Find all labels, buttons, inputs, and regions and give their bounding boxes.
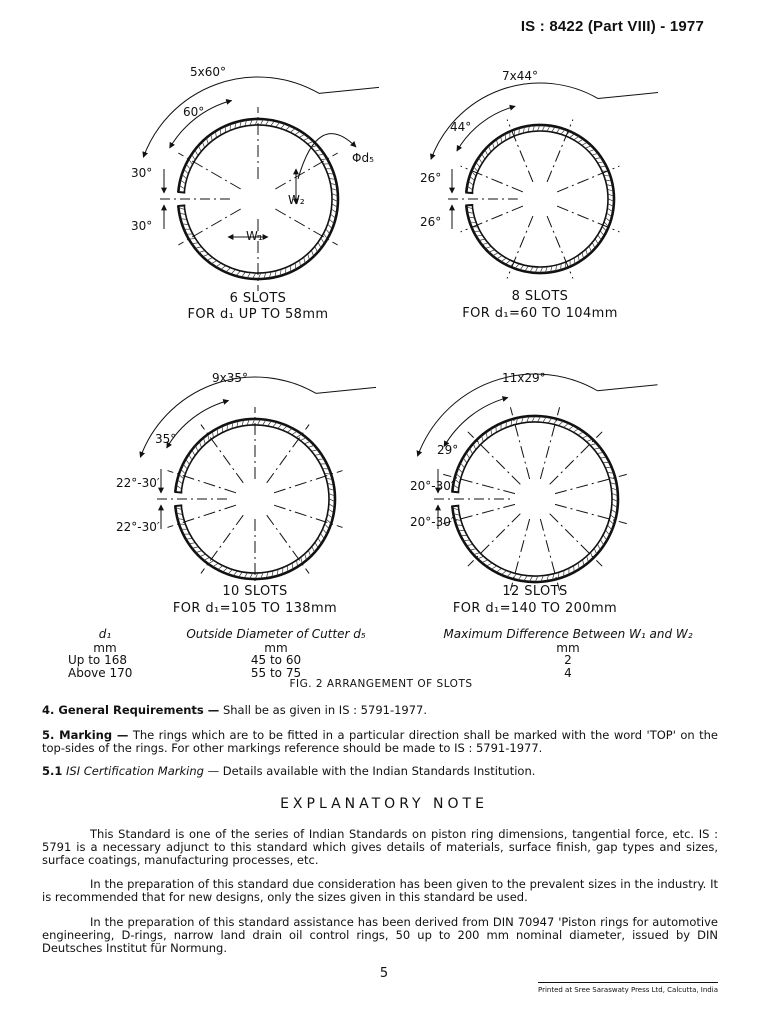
ring-1-hatch bbox=[207, 258, 212, 260]
ring-2-hatch bbox=[497, 140, 498, 145]
ring-2-hatch bbox=[476, 163, 479, 167]
ring-2-hatch bbox=[506, 261, 510, 264]
table-header-d1: d₁ bbox=[98, 627, 112, 641]
ring-3-hatch bbox=[213, 564, 218, 567]
ring-2-hatch bbox=[561, 130, 565, 134]
ring-1-hatch bbox=[199, 251, 204, 253]
ring-4-hatch bbox=[603, 535, 606, 540]
ring-2-hatch bbox=[557, 128, 560, 132]
ring-1-hatch bbox=[332, 204, 337, 207]
ring-2-hatch bbox=[486, 247, 491, 249]
ring-1-hatch bbox=[315, 150, 320, 151]
ring-1-hatch bbox=[189, 238, 194, 239]
fig4-gap-bottom: 20°-30′ bbox=[410, 515, 454, 529]
ring-3-hatch bbox=[177, 486, 182, 489]
ring-1-hatch bbox=[331, 214, 335, 217]
ring-2-hatch bbox=[608, 209, 613, 212]
ring-3-hatch bbox=[209, 561, 214, 564]
ring-3-hatch bbox=[321, 534, 324, 538]
ring-2-hatch bbox=[578, 139, 583, 142]
ring-3-hatch bbox=[250, 573, 253, 578]
ring-1-hatch bbox=[212, 261, 217, 264]
ring-2-count-leader bbox=[598, 93, 658, 99]
ring-3-hatch bbox=[258, 420, 261, 425]
ring-1-hatch bbox=[315, 247, 317, 252]
fig1-gap-top: 30° bbox=[131, 166, 153, 180]
ring-2-hatch bbox=[592, 153, 597, 155]
page-number: 5 bbox=[379, 966, 389, 981]
ring-3-hatch bbox=[297, 561, 298, 566]
ring-3-hatch bbox=[218, 566, 222, 569]
ring-3-hatch bbox=[268, 421, 271, 425]
ring-3-hatch bbox=[199, 442, 201, 447]
ring-2-hatch bbox=[600, 231, 603, 235]
ring-1-hatch bbox=[318, 243, 321, 248]
ring-3-hatch bbox=[318, 459, 323, 460]
fig4-caption-range: FOR d₁=140 TO 200mm bbox=[452, 601, 618, 616]
ring-4-hatch bbox=[583, 560, 584, 565]
table-unit-difference: mm bbox=[556, 641, 580, 655]
ring-1-hatch bbox=[192, 243, 197, 244]
ring-4-hatch bbox=[601, 457, 607, 458]
ring-2-hatch bbox=[520, 265, 523, 269]
ring-4-hatch bbox=[454, 485, 459, 488]
ring-4-hatch bbox=[482, 560, 487, 562]
ring-1-hatch bbox=[286, 126, 290, 130]
explanatory-paragraph-2: In the preparation of this standard due consideration has been given to the prevalent sizes in the industry. It is recommended that for new designs, only the sizes given in this standard be used. bbox=[42, 877, 718, 904]
fig2-caption-title: 8 SLOTS bbox=[511, 289, 569, 304]
ring-4-hatch bbox=[606, 531, 610, 535]
ring-1-hatch bbox=[332, 209, 337, 212]
ring-3-hatch bbox=[312, 450, 317, 451]
ring-1-hatch bbox=[236, 271, 240, 275]
ring-4-hatch bbox=[518, 575, 521, 579]
printer-imprint: Printed at Sree Saraswaty Press Ltd, Calcutta, India bbox=[537, 986, 718, 994]
ring-3-hatch bbox=[204, 558, 209, 560]
ring-3-hatch bbox=[228, 570, 232, 574]
ring-2-hatch bbox=[570, 134, 574, 137]
ring-3-hatch bbox=[309, 551, 311, 556]
fig2-gap-bottom: 26° bbox=[420, 215, 442, 229]
ring-1-count-leader bbox=[319, 87, 379, 93]
fig2-step-angle: 44° bbox=[450, 120, 472, 134]
ring-1-hatch bbox=[300, 134, 305, 137]
ring-3-count-leader bbox=[316, 387, 376, 393]
clause-4-heading: 4. General Requirements — bbox=[42, 703, 220, 717]
ring-2-hatch bbox=[595, 158, 600, 159]
ring-2-hatch bbox=[497, 256, 502, 259]
ring-1-hatch bbox=[326, 229, 330, 233]
ring-2-hatch bbox=[479, 158, 482, 163]
ring-4-hatch bbox=[548, 418, 551, 422]
ring-2-hatch bbox=[589, 247, 591, 252]
ring-1-hatch bbox=[321, 238, 324, 243]
ring-1-hatch bbox=[196, 247, 201, 248]
ring-3-hatch bbox=[283, 426, 287, 430]
table-header-cutter-diameter: Outside Diameter of Cutter d₅ bbox=[186, 627, 366, 641]
table-unit-cutter: mm bbox=[264, 641, 288, 655]
ring-1-slot-centreline bbox=[275, 209, 337, 245]
fig3-caption-title: 10 SLOTS bbox=[222, 584, 288, 599]
ring-3-hatch bbox=[233, 571, 237, 575]
ring-4-gap-end bbox=[451, 506, 459, 507]
ring-4-hatch bbox=[524, 576, 527, 581]
fig1-count-angle: 5x60° bbox=[190, 65, 227, 79]
ring-1-hatch bbox=[180, 186, 185, 189]
ring-1-hatch bbox=[271, 121, 274, 125]
ring-1-hatch bbox=[304, 258, 305, 263]
clause-5 bbox=[42, 729, 718, 755]
ring-1-hatch bbox=[216, 264, 221, 267]
ring-3-gap-end bbox=[174, 492, 182, 493]
ring-4-hatch bbox=[492, 566, 497, 569]
ring-4-hatch bbox=[608, 526, 612, 530]
clause-4 bbox=[42, 704, 718, 717]
ring-3-hatch bbox=[186, 460, 189, 464]
ring-2-hatch bbox=[468, 187, 473, 190]
ring-4-hatch bbox=[569, 426, 573, 429]
ring-3-hatch bbox=[193, 547, 198, 548]
ring-4-hatch bbox=[486, 432, 487, 437]
ring-4-hatch bbox=[477, 440, 479, 445]
ring-4-hatch bbox=[507, 573, 511, 577]
ring-3-hatch bbox=[329, 504, 334, 507]
ring-2-hatch bbox=[592, 243, 594, 248]
ring-1-hatch bbox=[308, 254, 310, 259]
ring-3-hatch bbox=[315, 454, 320, 455]
ring-4-hatch bbox=[470, 549, 475, 550]
table-header-max-difference: Maximum Difference Between W₁ and W₂ bbox=[443, 627, 693, 641]
ring-4-hatch bbox=[594, 448, 599, 449]
ring-3-hatch bbox=[189, 543, 194, 544]
ring-1-hatch bbox=[231, 270, 235, 274]
ring-2-hatch bbox=[608, 204, 613, 207]
ring-2-hatch bbox=[492, 143, 494, 148]
ring-2-hatch bbox=[469, 182, 473, 185]
figure-caption: FIG. 2 ARRANGEMENT OF SLOTS bbox=[289, 678, 473, 690]
ring-4-hatch bbox=[591, 553, 593, 558]
ring-4-hatch bbox=[587, 557, 588, 562]
ring-3-hatch bbox=[301, 558, 302, 563]
ring-3-hatch bbox=[278, 424, 282, 428]
ring-3-hatch bbox=[328, 514, 332, 517]
fig3-gap-top: 22°-30′ bbox=[116, 476, 160, 490]
ring-2-hatch bbox=[501, 137, 502, 142]
fig4-gap-top: 20°-30′ bbox=[410, 479, 454, 493]
fig1-gap-bottom: 30° bbox=[131, 219, 153, 233]
ring-1-hatch bbox=[203, 254, 208, 256]
ring-1-hatch bbox=[321, 159, 326, 160]
fig1-dim-w2: W₂ bbox=[288, 193, 305, 207]
clause-5-1 bbox=[42, 765, 718, 778]
table-row-2-d1: Above 170 bbox=[68, 666, 133, 680]
ring-1-hatch bbox=[300, 261, 301, 266]
ring-3-hatch bbox=[305, 442, 310, 444]
clause-5-1-number: 5.1 bbox=[42, 764, 63, 778]
explanatory-note-title: EXPLANATORY NOTE bbox=[280, 796, 488, 812]
ring-3-hatch bbox=[315, 543, 318, 548]
ring-1-hatch bbox=[330, 220, 334, 224]
ring-2-hatch bbox=[578, 256, 579, 261]
ring-4-hatch bbox=[543, 417, 546, 422]
table-row-1-difference: 2 bbox=[564, 653, 572, 667]
ring-1-hatch bbox=[216, 132, 217, 137]
fig2-count-angle: 7x44° bbox=[502, 69, 539, 83]
fig2-gap-top: 26° bbox=[420, 171, 442, 185]
ring-1-slot-centreline bbox=[178, 153, 240, 189]
ring-1-hatch bbox=[247, 273, 250, 278]
ring-1-hatch bbox=[253, 273, 256, 278]
ring-4-hatch bbox=[598, 453, 603, 454]
ring-3-hatch bbox=[213, 432, 214, 437]
ring-1-hatch bbox=[266, 120, 269, 125]
ring-3-gap-end bbox=[174, 505, 182, 506]
ring-2-gap-end bbox=[465, 205, 473, 206]
fig4-step-angle: 29° bbox=[437, 443, 459, 457]
ring-1-hatch bbox=[182, 175, 186, 179]
ring-1-hatch bbox=[304, 138, 309, 140]
ring-2-hatch bbox=[598, 235, 601, 240]
ring-4-hatch bbox=[467, 545, 472, 546]
ring-1-hatch bbox=[189, 160, 192, 164]
ring-3-hatch bbox=[196, 551, 201, 553]
ring-4-hatch bbox=[554, 420, 558, 424]
ring-4-hatch bbox=[487, 563, 492, 566]
ring-1-hatch bbox=[291, 129, 295, 132]
ring-4-hatch bbox=[611, 515, 615, 518]
ring-3-hatch bbox=[181, 470, 185, 474]
ring-1-hatch bbox=[192, 155, 195, 160]
ring-4-hatch bbox=[583, 436, 588, 438]
ring-4-hatch bbox=[513, 574, 517, 578]
fig1-dim-w1: W₁ bbox=[246, 229, 263, 243]
ring-3-hatch bbox=[292, 431, 297, 434]
fig1-step-angle: 60° bbox=[183, 105, 205, 119]
fig1-caption-title: 6 SLOTS bbox=[229, 291, 287, 306]
fig4-caption-title: 12 SLOTS bbox=[502, 584, 568, 599]
ring-4-hatch bbox=[609, 520, 613, 524]
ring-3-hatch bbox=[312, 547, 314, 552]
ring-1-hatch bbox=[281, 124, 285, 128]
ring-1-slot-centreline bbox=[275, 153, 337, 189]
ring-3-hatch bbox=[273, 422, 277, 426]
ring-4-hatch bbox=[474, 553, 479, 555]
ring-2-hatch bbox=[542, 126, 544, 131]
ring-1-gap-end bbox=[177, 192, 185, 193]
ring-1-hatch bbox=[312, 251, 314, 256]
ring-3-hatch bbox=[179, 475, 183, 479]
ring-4-hatch bbox=[612, 510, 617, 513]
ring-2-hatch bbox=[482, 243, 487, 245]
ring-3-hatch bbox=[323, 529, 327, 533]
ring-3-hatch bbox=[325, 524, 329, 528]
ring-2-hatch bbox=[535, 267, 537, 272]
ring-2-hatch bbox=[525, 266, 528, 271]
fig1-dim-d5: Φd₅ bbox=[352, 151, 374, 165]
ring-4-hatch bbox=[463, 458, 466, 463]
ring-4-hatch bbox=[594, 549, 596, 554]
ring-3-hatch bbox=[318, 538, 321, 543]
ring-3-hatch bbox=[288, 429, 292, 432]
ring-2-hatch bbox=[489, 146, 491, 151]
ring-2-hatch bbox=[574, 258, 575, 263]
ring-3-hatch bbox=[309, 446, 314, 448]
ring-3-hatch bbox=[186, 538, 191, 539]
ring-3-hatch bbox=[305, 554, 307, 559]
ring-1-hatch bbox=[295, 131, 300, 134]
ring-1-hatch bbox=[261, 120, 264, 125]
ring-1-hatch bbox=[226, 268, 230, 272]
ring-1-count-dimension-arc bbox=[143, 77, 319, 157]
ring-3-hatch bbox=[239, 572, 242, 576]
ring-4-hatch bbox=[466, 453, 469, 458]
ring-4-hatch bbox=[591, 443, 596, 445]
ring-1-slot-centreline bbox=[178, 209, 240, 245]
ring-4-hatch bbox=[455, 479, 459, 482]
ring-2-hatch bbox=[607, 213, 611, 216]
ring-2-hatch bbox=[582, 253, 583, 258]
fig3-caption-range: FOR d₁=105 TO 138mm bbox=[172, 601, 338, 616]
ring-2-hatch bbox=[586, 250, 588, 255]
ring-4-hatch bbox=[578, 563, 579, 568]
ring-2-hatch bbox=[589, 150, 594, 152]
ring-1-hatch bbox=[308, 142, 313, 144]
fig2-caption-range: FOR d₁=60 TO 104mm bbox=[462, 306, 618, 321]
ring-2-hatch bbox=[582, 142, 587, 145]
ring-2-hatch bbox=[479, 239, 484, 240]
ring-2-hatch bbox=[501, 258, 505, 261]
fig3-step-angle: 35° bbox=[155, 432, 177, 446]
ring-1-hatch bbox=[328, 224, 332, 228]
table-row-1-d1: Up to 168 bbox=[68, 653, 127, 667]
document-header: IS : 8422 (Part VIII) - 1977 bbox=[520, 18, 704, 35]
ring-2-hatch bbox=[489, 250, 494, 252]
ring-3-hatch bbox=[178, 480, 182, 483]
ring-2-hatch bbox=[493, 253, 498, 256]
ring-2-hatch bbox=[552, 127, 555, 132]
ring-4-hatch bbox=[458, 468, 462, 472]
ring-1-hatch bbox=[186, 165, 190, 169]
ring-1-hatch bbox=[242, 272, 245, 276]
ring-1-hatch bbox=[195, 150, 198, 155]
ring-4-hatch bbox=[502, 571, 506, 575]
ring-1-hatch bbox=[184, 170, 188, 174]
ring-2-hatch bbox=[474, 167, 478, 171]
ring-1-hatch bbox=[276, 122, 280, 126]
ring-2-hatch bbox=[530, 267, 533, 272]
ring-1-hatch bbox=[202, 142, 204, 147]
ring-3-hatch bbox=[263, 420, 266, 425]
ring-4-hatch bbox=[538, 417, 541, 422]
ring-4-hatch bbox=[456, 474, 460, 478]
ring-4-hatch bbox=[601, 540, 604, 545]
table-row-2-cutter: 55 to 75 bbox=[250, 666, 302, 680]
ring-4-hatch bbox=[461, 463, 465, 467]
clause-5-1-text: Details available with the Indian Standards Institution. bbox=[222, 764, 536, 778]
ring-3-hatch bbox=[192, 450, 195, 455]
ring-3-hatch bbox=[244, 573, 247, 578]
clause-5-heading: 5. Marking — bbox=[42, 728, 129, 742]
ring-1-hatch bbox=[181, 180, 185, 183]
table-row-1-cutter: 45 to 60 bbox=[250, 653, 302, 667]
ring-4-hatch bbox=[478, 557, 483, 559]
ring-4-hatch bbox=[574, 429, 579, 432]
ring-3-hatch bbox=[301, 438, 306, 440]
ring-3-hatch bbox=[204, 438, 206, 443]
ring-2-hatch bbox=[606, 218, 610, 221]
ring-4-count-leader bbox=[598, 385, 658, 391]
explanatory-paragraph-3: In the preparation of this standard assistance has been derived from DIN 70947 'Piston rings for automotive engineering, D-rings, narrow land drain oil control rings, 50 up to 200 mm nominal diameter, issued by DIN Deutsches Institut für Normung. bbox=[42, 915, 718, 955]
ring-2-hatch bbox=[598, 162, 603, 163]
ring-2-hatch bbox=[515, 264, 519, 268]
ring-1-hatch bbox=[318, 154, 323, 155]
ring-2-hatch bbox=[485, 150, 487, 155]
clause-5-text: The rings which are to be fitted in a particular direction shall be marked with the word 'TOP' on the top-sides of the rings. For other markings reference should be made to IS : 5791-1977. bbox=[42, 728, 718, 755]
ring-2-hatch bbox=[595, 239, 598, 244]
ring-4-hatch bbox=[598, 545, 601, 550]
ring-4-hatch bbox=[470, 449, 473, 454]
ring-2-hatch bbox=[603, 227, 607, 231]
ring-3-hatch bbox=[329, 509, 334, 512]
ring-4-hatch bbox=[530, 576, 533, 581]
fig4-count-angle: 11x29° bbox=[502, 371, 546, 385]
ring-3-hatch bbox=[297, 434, 302, 437]
ring-1-hatch bbox=[199, 146, 201, 151]
ring-1-hatch bbox=[324, 234, 327, 238]
clause-5-1-heading: ISI Certification Marking — bbox=[66, 764, 220, 778]
explanatory-paragraph-1: This Standard is one of the series of Indian Standards on piston ring dimensions, tangential force, etc. IS : 5791 is a necessary adjunct to this standard which gives details of materials, surface finish, gap types and sizes, surface coatings, manufacturing processes, etc. bbox=[42, 827, 718, 867]
ring-1-hatch bbox=[221, 266, 225, 269]
ring-3-hatch bbox=[223, 568, 227, 572]
ring-2-hatch bbox=[505, 134, 506, 139]
ring-4-hatch bbox=[564, 423, 568, 427]
clause-4-text: Shall be as given in IS : 5791-1977. bbox=[222, 703, 428, 717]
ring-4-hatch bbox=[491, 429, 492, 434]
ring-2-hatch bbox=[470, 177, 474, 180]
ring-2-hatch bbox=[574, 136, 578, 139]
ring-2-hatch bbox=[477, 235, 482, 236]
ring-4-hatch bbox=[612, 504, 617, 507]
fig3-gap-bottom: 22°-30′ bbox=[116, 520, 160, 534]
ring-4-hatch bbox=[578, 432, 583, 435]
ring-3-hatch bbox=[200, 554, 205, 556]
ring-2-hatch bbox=[482, 154, 485, 159]
table-unit-d1: mm bbox=[93, 641, 117, 655]
ring-2-hatch bbox=[547, 126, 550, 131]
ring-2-gap-end bbox=[465, 192, 473, 193]
ring-4-hatch bbox=[559, 421, 563, 425]
ring-3-hatch bbox=[183, 465, 187, 469]
ring-1-hatch bbox=[207, 138, 209, 143]
ring-3-hatch bbox=[327, 520, 331, 524]
ring-1-hatch bbox=[211, 135, 212, 140]
ring-3-hatch bbox=[196, 446, 198, 451]
fig3-count-angle: 9x35° bbox=[212, 371, 249, 385]
ring-4-hatch bbox=[587, 439, 592, 441]
ring-2-hatch bbox=[586, 146, 591, 148]
fig1-caption-range: FOR d₁ UP TO 58mm bbox=[187, 307, 329, 322]
ring-4-hatch bbox=[464, 540, 470, 541]
ring-3-hatch bbox=[189, 455, 192, 460]
ring-4-hatch bbox=[473, 444, 475, 449]
table-row-2-difference: 4 bbox=[564, 666, 572, 680]
ring-4-hatch bbox=[482, 436, 483, 441]
ring-1-gap-end bbox=[177, 205, 185, 206]
ring-4-hatch bbox=[497, 569, 501, 572]
ring-3-hatch bbox=[208, 435, 209, 440]
